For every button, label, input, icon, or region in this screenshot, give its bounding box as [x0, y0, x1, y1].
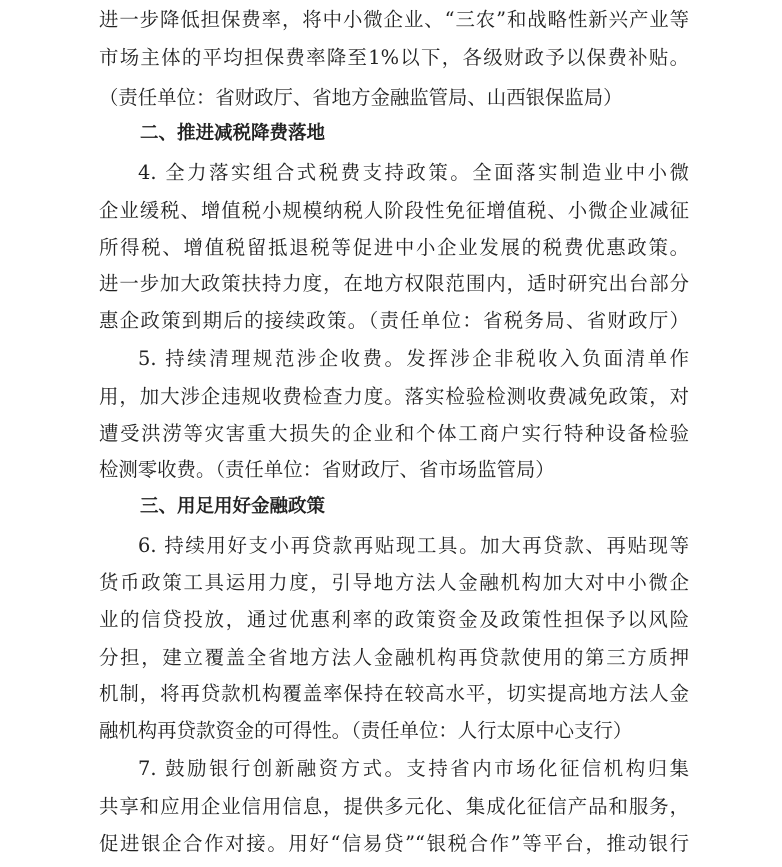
text-line: 融机构再贷款资金的可得性。（责任单位：人行太原中心支行） — [99, 719, 633, 742]
text-line: 4. 全力落实组合式税费支持政策。全面落实制造业中小微 — [138, 161, 689, 184]
text-line: 市场主体的平均担保费率降至1%以下，各级财政予以保费补贴。 — [99, 46, 689, 69]
text-line: 用，加大涉企违规收费检查力度。落实检验检测收费减免政策，对 — [99, 385, 689, 408]
text-line: 6. 持续用好支小再贷款再贴现工具。加大再贷款、再贴现等 — [138, 534, 689, 557]
text-line: 机制，将再贷款机构覆盖率保持在较高水平，切实提高地方法人金 — [99, 682, 689, 705]
text-line: 进一步降低担保费率，将中小微企业、“三农”和战略性新兴产业等 — [99, 8, 689, 31]
text-line: （责任单位：省财政厅、省地方金融监管局、山西银保监局） — [99, 86, 623, 109]
section-heading: 三、用足用好金融政策 — [140, 496, 326, 517]
text-line: 分担，建立覆盖全省地方法人金融机构再贷款使用的第三方质押 — [99, 646, 689, 669]
text-line: 检测零收费。（责任单位：省财政厅、省市场监管局） — [99, 458, 555, 481]
section-heading: 二、推进减税降费落地 — [140, 123, 326, 144]
text-line: 企业缓税、增值税小规模纳税人阶段性免征增值税、小微企业减征 — [99, 199, 689, 222]
text-line: 惠企政策到期后的接续政策。（责任单位：省税务局、省财政厅） — [99, 309, 689, 332]
text-line: 促进银企合作对接。用好“信易贷”“银税合作”等平台，推动银行 — [99, 832, 689, 855]
text-line: 遭受洪涝等灾害重大损失的企业和个体工商户实行特种设备检验 — [99, 422, 689, 445]
text-line: 货币政策工具运用力度，引导地方法人金融机构加大对中小微企 — [99, 571, 689, 594]
text-line: 进一步加大政策扶持力度，在地方权限范围内，适时研究出台部分 — [99, 272, 689, 295]
text-line: 业的信贷投放，通过优惠利率的政策资金及政策性担保予以风险 — [99, 608, 689, 631]
text-line: 所得税、增值税留抵退税等促进中小企业发展的税费优惠政策。 — [99, 236, 689, 259]
text-line: 共享和应用企业信用信息，提供多元化、集成化征信产品和服务， — [99, 795, 689, 818]
text-line: 7. 鼓励银行创新融资方式。支持省内市场化征信机构归集 — [138, 757, 689, 780]
text-line: 5. 持续清理规范涉企收费。发挥涉企非税收入负面清单作 — [138, 347, 689, 370]
